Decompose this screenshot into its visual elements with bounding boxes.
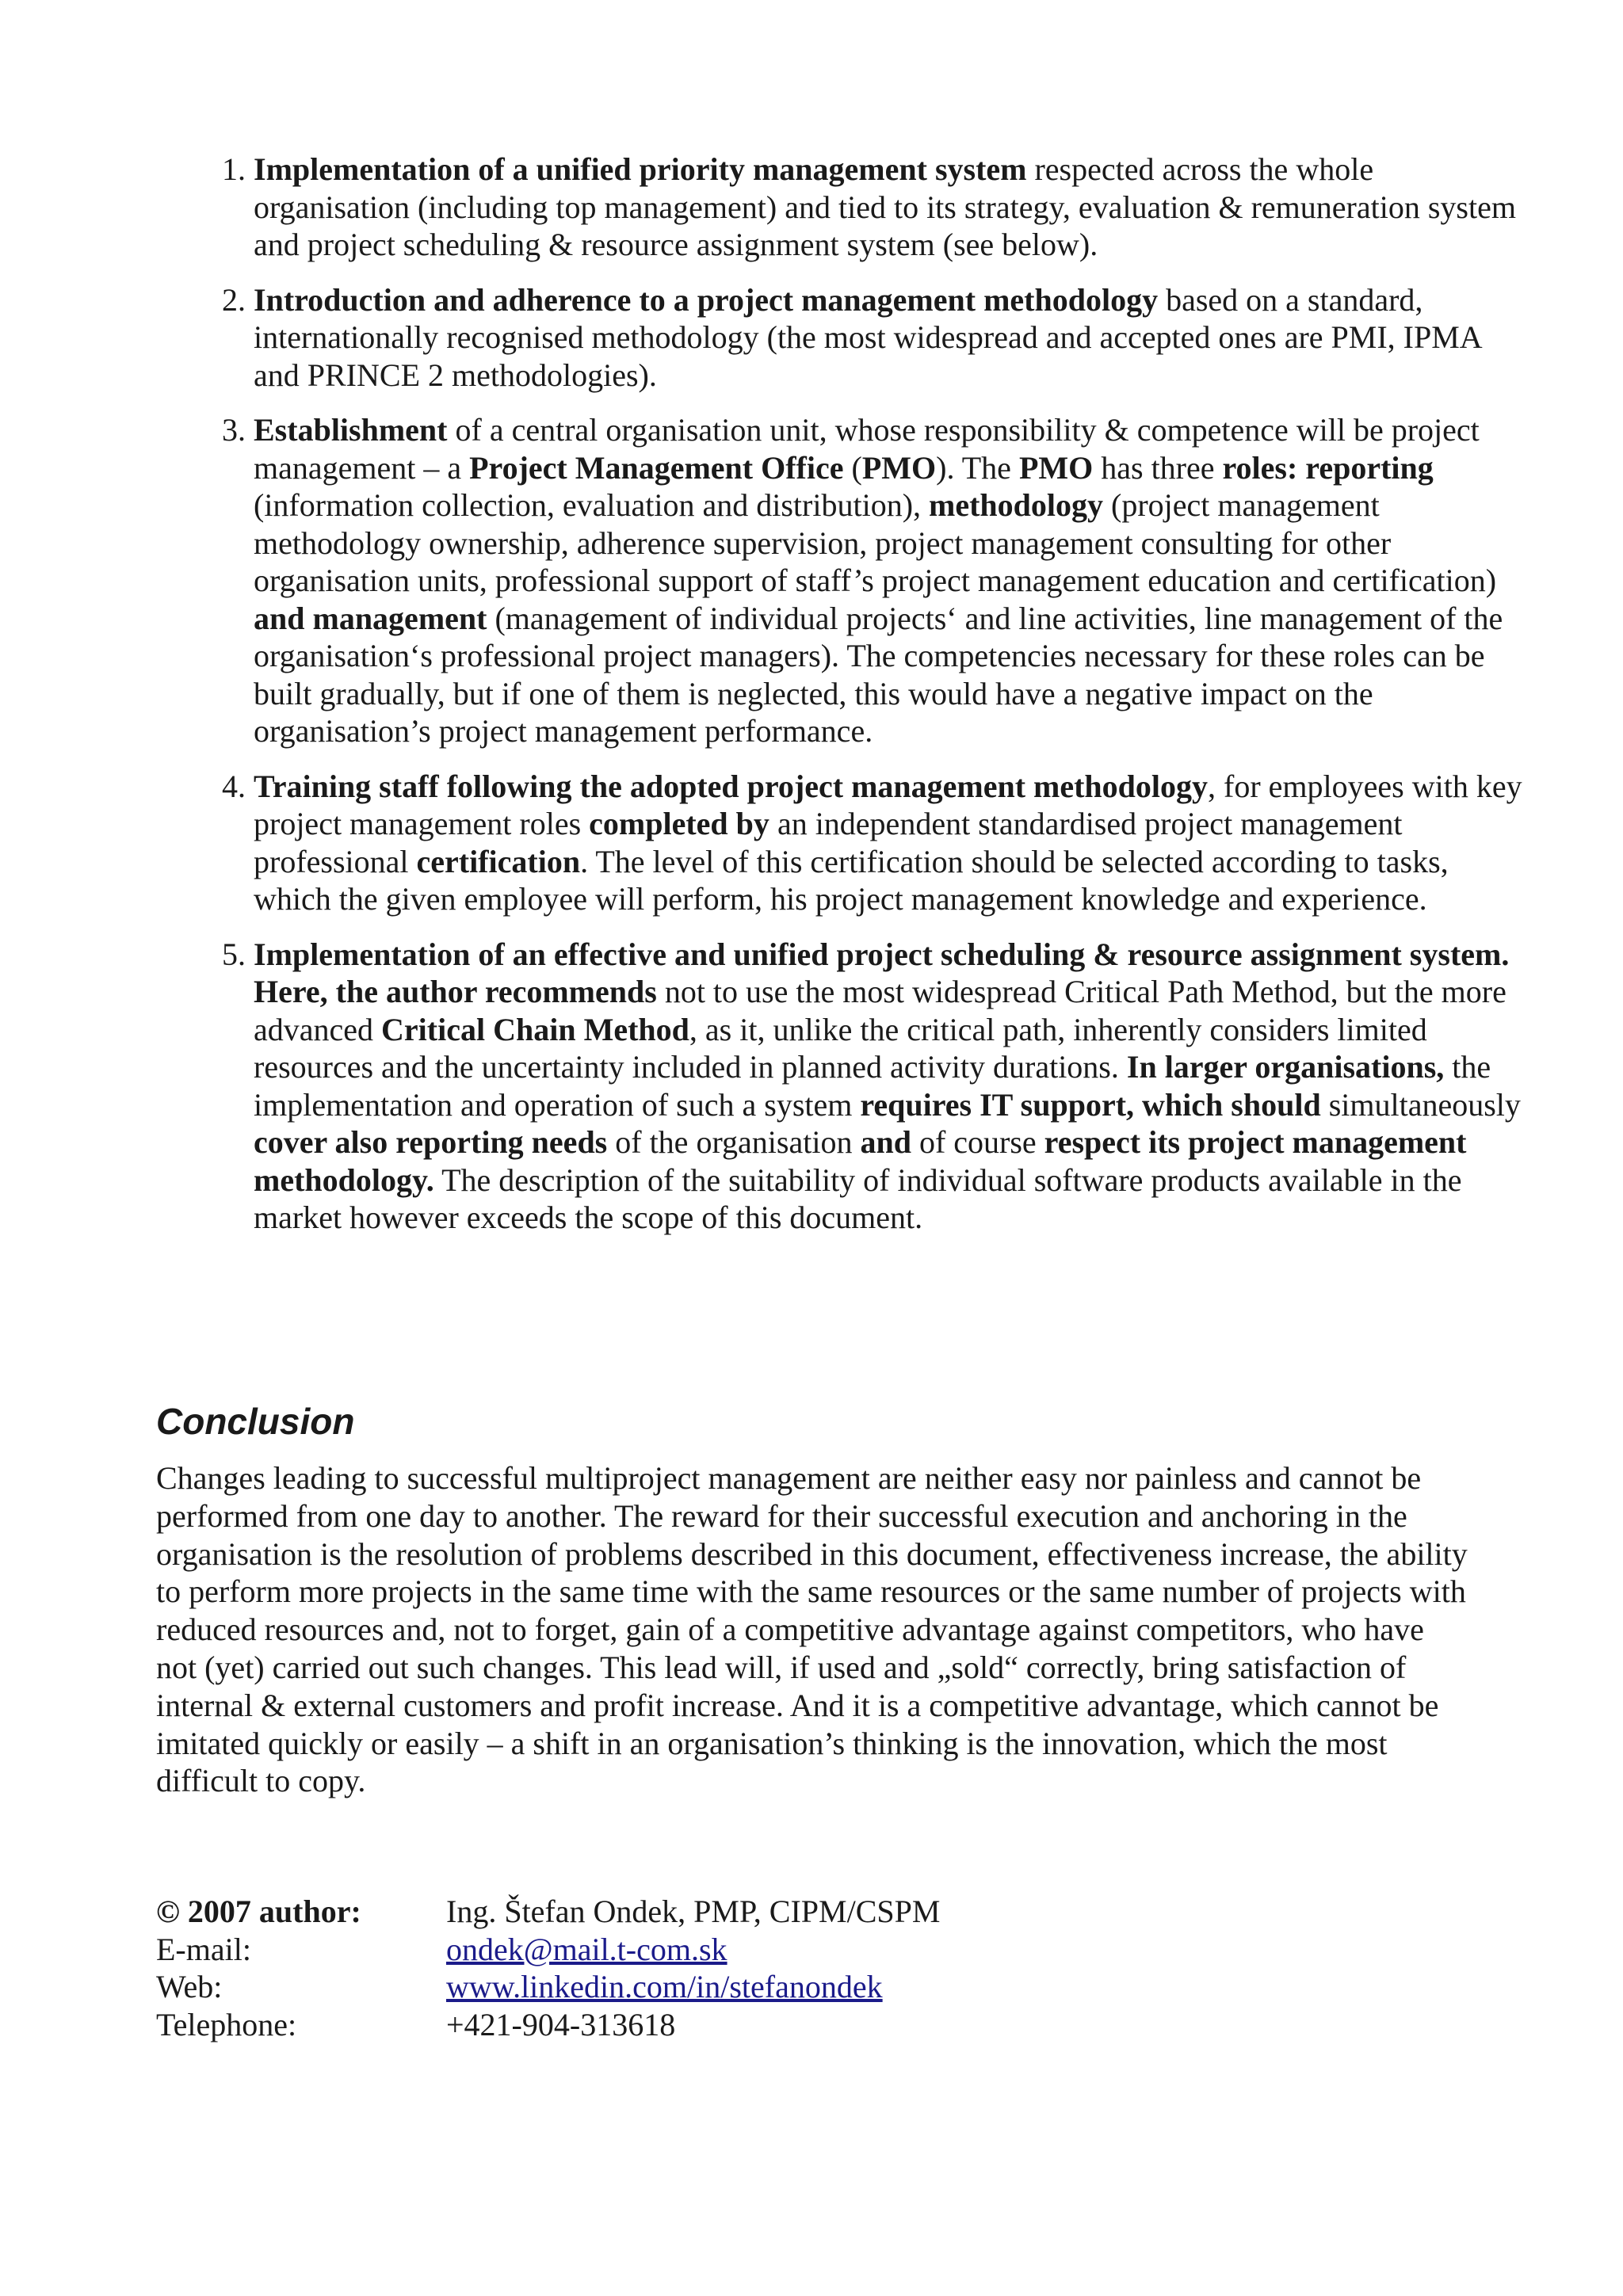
text: an independent standardised project management professional bbox=[254, 806, 1403, 879]
text: (project management methodology ownership, adherence supervision, project management consulting for other organisation units, professional support of staff’s project management education and certification) bbox=[254, 487, 1497, 598]
text: of the organisation bbox=[607, 1124, 861, 1160]
bold-text: Training staff following the adopted project management methodology bbox=[254, 768, 1209, 804]
recommendations-list bbox=[197, 151, 1529, 1254]
bold-text: Project Management Office bbox=[469, 449, 844, 486]
author-value: Ing. Štefan Ondek, PMP, CIPM/CSPM bbox=[446, 1894, 941, 1929]
bold-text: Introduction and adherence to a project management methodology bbox=[254, 281, 1159, 318]
bold-text: Implementation of an effective and unified project scheduling & resource assignment system. Here, the author recommends bbox=[254, 936, 1510, 1009]
bold-text: roles: reporting bbox=[1222, 449, 1434, 486]
bold-text: and management bbox=[254, 600, 487, 636]
phone-value: +421-904-313618 bbox=[446, 2006, 676, 2042]
list-item bbox=[254, 281, 1529, 395]
web-link[interactable]: www.linkedin.com/in/stefanondek bbox=[446, 1969, 883, 2004]
bold-text: methodology bbox=[929, 487, 1104, 523]
text: ). The bbox=[936, 449, 1019, 486]
text: has three bbox=[1093, 449, 1223, 486]
bold-text: In larger organisations, bbox=[1126, 1049, 1445, 1085]
text: of course bbox=[911, 1124, 1044, 1160]
text: based on a standard, internationally recognised methodology (the most widespread and accepted ones are PMI, IPMA and PRINCE 2 methodologies). bbox=[254, 281, 1481, 393]
bold-text: Implementation of a unified priority management system bbox=[254, 151, 1027, 187]
conclusion-paragraph: Changes leading to successful multiproject management are neither easy nor painless and cannot be performed from one day to another. The reward for their successful execution and anchoring in the organisation is the resolution of problems described in this document, effectiveness increase, the ability to perform more projects in the same time with the same resources or the same number of projects with reduced resources and, not to forget, gain of a competitive advantage against competitors, who have not (yet) carried out such changes. This lead will, if used and „sold“ correctly, bring satisfaction of internal & external customers and profit increase. And it is a competitive advantage, which cannot be imitated quickly or easily – a shift in an organisation’s thinking is the innovation, which the most difficult to copy. bbox=[156, 1460, 1468, 1799]
bold-text: PMO bbox=[861, 449, 937, 486]
text: the implementation and operation of such a system bbox=[254, 1049, 1491, 1123]
text: . The level of this certification should be selected according to tasks, which the given employee will perform, his project management knowledge and experience. bbox=[254, 843, 1449, 917]
text: ( bbox=[843, 449, 862, 486]
bold-text: Critical Chain Method bbox=[381, 1011, 689, 1047]
author-label: © 2007 author: bbox=[156, 1894, 361, 1929]
list-item bbox=[254, 768, 1529, 918]
text: simultaneously bbox=[1320, 1086, 1521, 1123]
list-item bbox=[254, 936, 1529, 1237]
text: The description of the suitability of individual software products available in the market however exceeds the scope of this document. bbox=[254, 1161, 1462, 1235]
bold-text: Establishment bbox=[254, 412, 448, 448]
contact-row-web bbox=[156, 1968, 1186, 2006]
list-item bbox=[254, 411, 1529, 750]
bold-text: cover also reporting needs bbox=[254, 1124, 608, 1160]
conclusion-heading: Conclusion bbox=[156, 1401, 355, 1442]
contact-row-author bbox=[156, 1893, 1186, 1931]
text: of a central organisation unit, whose responsibility & competence will be project management – a bbox=[254, 412, 1480, 486]
contact-block bbox=[156, 1893, 1186, 2043]
bold-text: certification bbox=[416, 843, 581, 879]
bold-text: completed by bbox=[589, 806, 769, 841]
email-label: E-mail: bbox=[156, 1931, 251, 1967]
text: (information collection, evaluation and distribution), bbox=[254, 487, 930, 523]
text: , for employees with key project management roles bbox=[254, 768, 1522, 841]
list-item bbox=[254, 151, 1529, 264]
email-link[interactable]: ondek@mail.t-com.sk bbox=[446, 1931, 727, 1967]
bold-text: and bbox=[860, 1124, 911, 1160]
bold-text: requires IT support, which should bbox=[860, 1086, 1321, 1123]
text: (management of individual projects‘ and line activities, line management of the organisation‘s professional project managers). The competencies necessary for these roles can be built gradually, but if one of them is neglected, this would have a negative impact on the organisation’s project management performance. bbox=[254, 600, 1503, 749]
bold-text: respect its project management methodology. bbox=[254, 1124, 1467, 1198]
phone-label: Telephone: bbox=[156, 2006, 297, 2042]
bold-text: PMO bbox=[1018, 449, 1094, 486]
text: not to use the most widespread Critical Path Method, but the more advanced bbox=[254, 974, 1507, 1047]
web-label: Web: bbox=[156, 1969, 223, 2004]
text: , as it, unlike the critical path, inherently considers limited resources and the uncertainty included in planned activity durations. bbox=[254, 1011, 1427, 1085]
contact-row-email bbox=[156, 1931, 1186, 1969]
text: respected across the whole organisation (including top management) and tied to its strategy, evaluation & remuneration system and project scheduling & resource assignment system (see below). bbox=[254, 151, 1516, 262]
contact-row-phone bbox=[156, 2006, 1186, 2044]
